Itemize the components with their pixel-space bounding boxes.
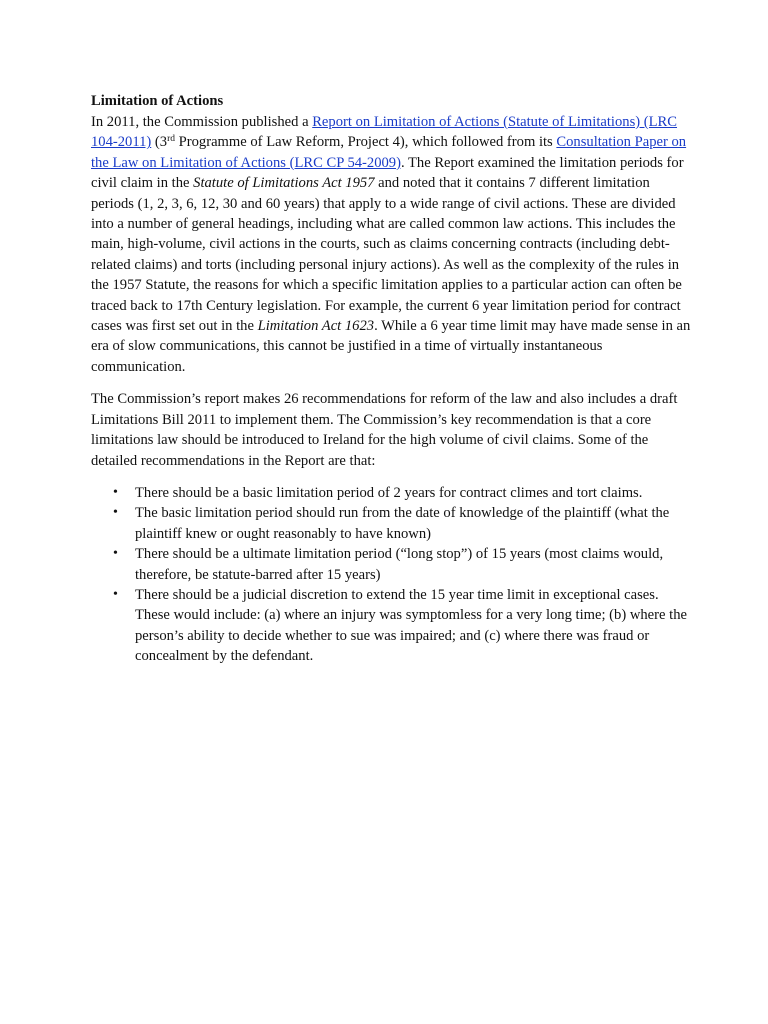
ordinal-superscript: rd: [167, 134, 175, 145]
list-item: [91, 585, 691, 667]
list-item: [91, 483, 691, 503]
list-item-text: There should be a basic limitation period of 2 years for contract climes and tort claims.: [135, 484, 643, 501]
bullet-icon: •: [113, 505, 118, 521]
statute-title: Statute of Limitations Act 1957: [193, 175, 375, 192]
intro-text-2: (3: [151, 134, 168, 151]
bullet-icon: •: [113, 484, 118, 500]
act-title: Limitation Act 1623: [257, 318, 375, 335]
list-item-text: There should be a ultimate limitation period (“long stop”) of 15 years (most claims would, therefore, be statute-barred after 15 years): [135, 546, 664, 583]
list-item-text: The basic limitation period should run from the date of knowledge of the plaintiff (what the plaintiff knew or ought reasonably to have known): [135, 505, 670, 542]
list-item: [91, 503, 691, 544]
intro-text-1: In 2011, the Commission published a: [91, 114, 313, 130]
list-item-text: There should be a judicial discretion to extend the 15 year time limit in exceptional cases. These would include: (a) where an injury was symptomless for a very long time; (b) where the person’s ability to decide whether to sue was impaired; and (c) where there was fraud or concealment by the defendant.: [135, 586, 687, 665]
consultation-paper-link[interactable]: Consultation Paper on the Law on Limitation of Actions (LRC CP 54-2009): [91, 134, 687, 171]
paragraph-intro: [91, 112, 691, 377]
intro-text-4: . The Report examined the limitation periods for civil claim in the: [91, 154, 684, 192]
bullet-icon: •: [113, 586, 118, 602]
document-heading: Limitation of Actions: [91, 93, 224, 109]
list-item: [91, 544, 691, 585]
paragraph-recommendations: The Commission’s report makes 26 recommendations for reform of the law and also includes a draft Limitations Bill 2011 to implement them. The Commission’s key recommendation is that a core limitations law should be introduced to Ireland for the high volume of civil claims. Some of the detailed recommendations in the Report are that:: [91, 391, 678, 469]
intro-text-3: Programme of Law Reform, Project 4), which followed from its: [175, 134, 557, 151]
recommendations-list: [91, 483, 691, 667]
report-link[interactable]: Report on Limitation of Actions (Statute of Limitations) (LRC 104-2011): [91, 114, 678, 151]
intro-text-5: and noted that it contains 7 different limitation periods (1, 2, 3, 6, 12, 30 and 60 years) that apply to a wide range of civil actions. These are divided into a number of general headings, including what are called common law actions. This includes the main, high-volume, civil actions in the courts, such as claims concerning contracts (including debt-related claims) and torts (including personal injury actions). As well as the complexity of the rules in the 1957 Statute, the reasons for which a specific limitation applies to a particular action can often be traced back to 17th Century legislation. For example, the current 6 year limitation period for contract cases was first set out in the: [91, 175, 682, 335]
bullet-icon: •: [113, 546, 118, 562]
document-page: [91, 90, 691, 667]
intro-text-6: . While a 6 year time limit may have made sense in an era of slow communications, this cannot be justified in a time of virtually instantaneous communication.: [91, 318, 691, 375]
